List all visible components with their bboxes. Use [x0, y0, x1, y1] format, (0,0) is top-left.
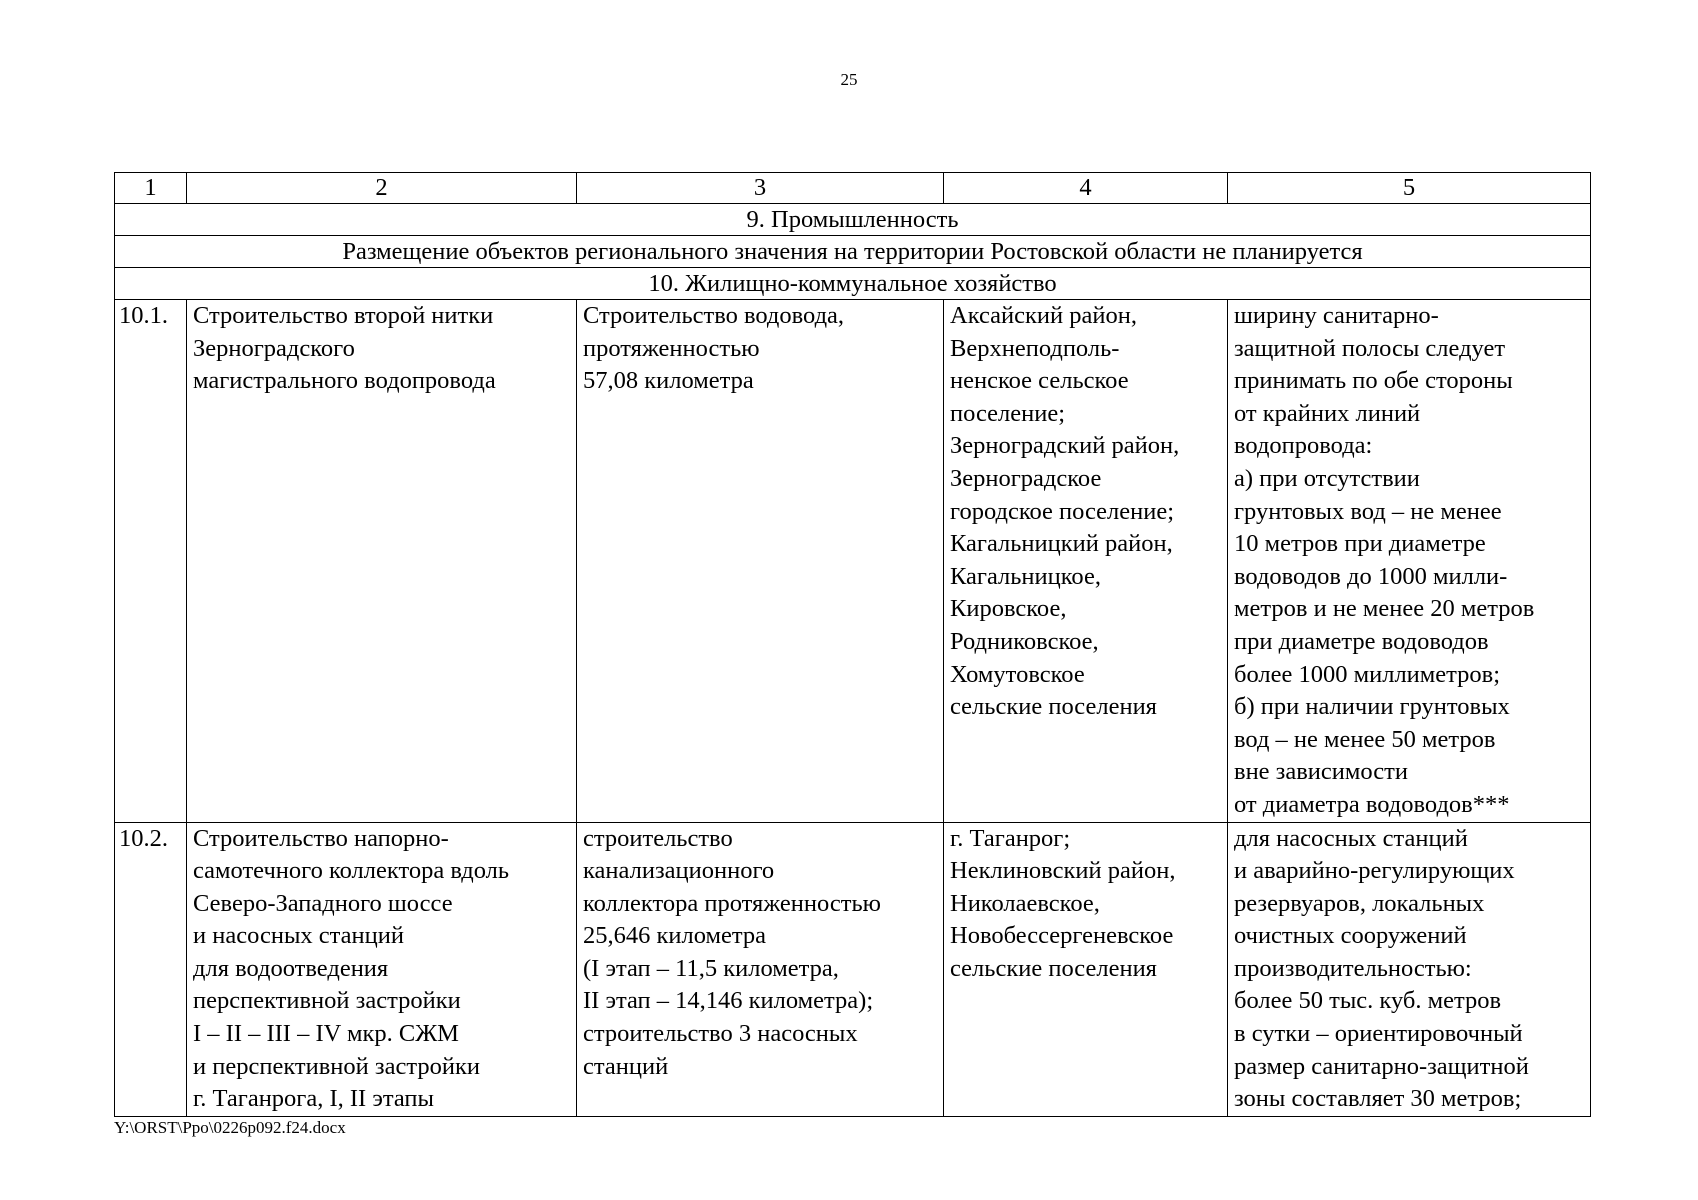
- column-number-3: 3: [577, 173, 944, 204]
- table-row: [115, 822, 1591, 1116]
- section-row: [115, 236, 1591, 268]
- section-9-note: Размещение объектов регионального значения на территории Ростовской области не планируется: [115, 236, 1591, 268]
- object-name-cell: Строительство второй нитки Зерноградского магистрального водопровода: [187, 300, 577, 823]
- column-number-4: 4: [944, 173, 1228, 204]
- row-number: 10.1.: [115, 300, 187, 823]
- column-number-2: 2: [187, 173, 577, 204]
- zones-cell: для насосных станций и аварийно-регулирующих резервуаров, локальных очистных сооружений производительностью: более 50 тыс. куб. метров в сутки – ориентировочный размер санитарно-защитной зоны составляет 30 метров;: [1228, 822, 1591, 1116]
- column-number-1: 1: [115, 173, 187, 204]
- column-number-row: [115, 173, 1591, 204]
- row-number: 10.2.: [115, 822, 187, 1116]
- object-name-cell: Строительство напорно- самотечного коллектора вдоль Северо-Западного шоссе и насосных станций для водоотведения перспективной застройки I – II – III – IV мкр. СЖМ и перспективной застройки г. Таганрога, I, II этапы: [187, 822, 577, 1116]
- location-cell: г. Таганрог; Неклиновский район, Николаевское, Новобессергеневское сельские поселения: [944, 822, 1228, 1116]
- location-cell: Аксайский район, Верхнеподполь- ненское сельское поселение; Зерноградский район, Зерноградское городское поселение; Кагальницкий район, Кагальницкое, Кировское, Родниковское, Хомутовское сельские поселения: [944, 300, 1228, 823]
- table-row: [115, 300, 1591, 823]
- page-number: 25: [840, 70, 858, 89]
- zones-cell: ширину санитарно- защитной полосы следует принимать по обе стороны от крайних линий водопровода: а) при отсутствии грунтовых вод – не менее 10 метров при диаметре водоводов до 1000 милли- метров и не менее 20 метров при диаметре водоводов более 1000 миллиметров; б) при наличии грунтовых вод – не менее 50 метров вне зависимости от диаметра водоводов***: [1228, 300, 1591, 823]
- characteristics-cell: строительство канализационного коллектора протяженностью 25,646 километра (I этап – 11,5 километра, II этап – 14,146 километра); строительство 3 насосных станций: [577, 822, 944, 1116]
- regional-objects-table: [114, 172, 1591, 1117]
- section-10-title: 10. Жилищно-коммунальное хозяйство: [115, 268, 1591, 300]
- characteristics-cell: Строительство водовода, протяженностью 57,08 километра: [577, 300, 944, 823]
- column-number-5: 5: [1228, 173, 1591, 204]
- file-path-footer: Y:\ORST\Ppo\0226p092.f24.docx: [114, 1118, 346, 1137]
- section-row: [115, 204, 1591, 236]
- section-9-title: 9. Промышленность: [115, 204, 1591, 236]
- section-row: [115, 268, 1591, 300]
